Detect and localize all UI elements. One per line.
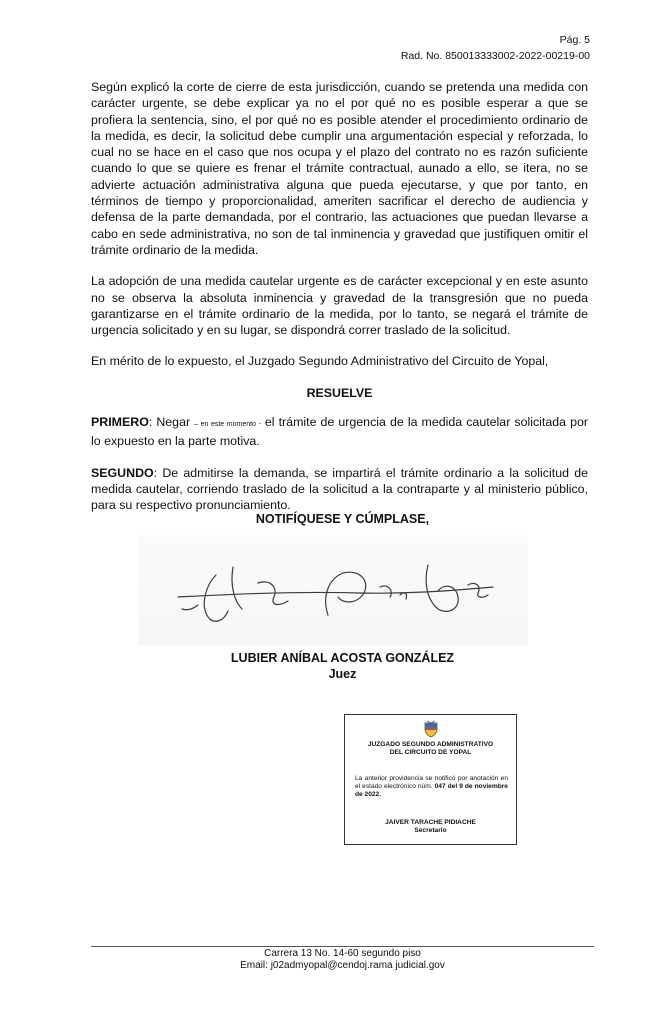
paragraph-1: Según explicó la corte de cierre de esta jurisdicción, cuando se pretenda una medida con carácter urgente, se debe explicar ya no el por qué no es posible esperar a que se profiera la sentencia, sino, el por qué no es posible atender el procedimiento ordinario de la medida, es decir, la solicitud debe cumplir una argumentación especial y reforzada, lo cual no se hace en el caso que nos ocupa y el plazo del contrato no es razón suficiente cuando lo que se quiere es frenar el trámite contractual, aunado a ello, se itera, no se advierte actuación administrativa alguna que pueda ejecutarse, y que por tanto, en términos de tiempo y proporcionalidad, ameriten sacrificar el derecho de audiencia y defensa de la parte demandada, por el contrario, las actuaciones que puedan llevarse a cabo en sede administrativa, no son de tal inminencia y gravedad que justifiquen omitir el trámite ordinario de la medida. [91,80,588,257]
notification-stamp [344,714,517,845]
resuelve-heading: RESUELVE [306,385,373,400]
footer-address: Carrera 13 No. 14-60 segundo piso [264,948,421,959]
stamp-court-name: JUZGADO SEGUNDO ADMINISTRATIVO DEL CIRCUITO DE YOPAL [367,741,494,756]
primero-paragraph [91,414,588,450]
primero-pre: : Negar [148,415,195,430]
signature-scribble [138,535,528,645]
notify-heading: NOTIFÍQUESE Y CÚMPLASE, [255,512,430,526]
stamp-secretary: JAIVER TARACHE PIDIACHE Secretario [385,819,476,834]
primero-post: el trámite de urgencia de la medida cautelar solicitada por lo expuesto en la parte motiva. [91,415,589,449]
paragraph-3: En mérito de lo expuesto, el Juzgado Segundo Administrativo del Circuito de Yopal, [91,354,549,369]
segundo-label: SEGUNDO [91,465,154,480]
primero-label: PRIMERO [91,415,149,430]
segundo-text: : De admitirse la demanda, se impartirá el trámite ordinario a la solicitud de medida cautelar, corriendo traslado de la solicitud a la contraparte y al ministerio público, para su respectivo pronunciamiento. [91,465,588,513]
signer-name: LUBIER ANÍBAL ACOSTA GONZÁLEZ [230,651,455,665]
primero-small-note: – en este momento - [194,421,261,429]
segundo-paragraph [91,465,588,514]
paragraph-2: La adopción de una medida cautelar urgente es de carácter excepcional y en este asunto no se observa la absoluta inminencia y gravedad de la transgresión que no pueda garantizarse en el trámite ordinario de la medida, por lo tanto, se negará el trámite de urgencia solicitado y en su lugar, se dispondrá correr traslado de la solicitud. [91,274,588,338]
page-number: Pág. 5 [559,34,590,46]
footer-divider [91,946,594,947]
signer-role: Juez [328,667,357,681]
handwritten-signature [138,535,528,645]
case-number: Rad. No. 850013333002-2022-00219-00 [400,50,590,62]
footer-email: Email: j02admyopal@cendoj.rama judicial.gov [240,960,445,971]
document-body [91,79,588,529]
coat-of-arms-icon [423,720,439,741]
stamp-notice: La anterior providencia se notificó por anotación en el estado electrónico núm. 047 del 9 de noviembre de 2022. [355,775,508,798]
